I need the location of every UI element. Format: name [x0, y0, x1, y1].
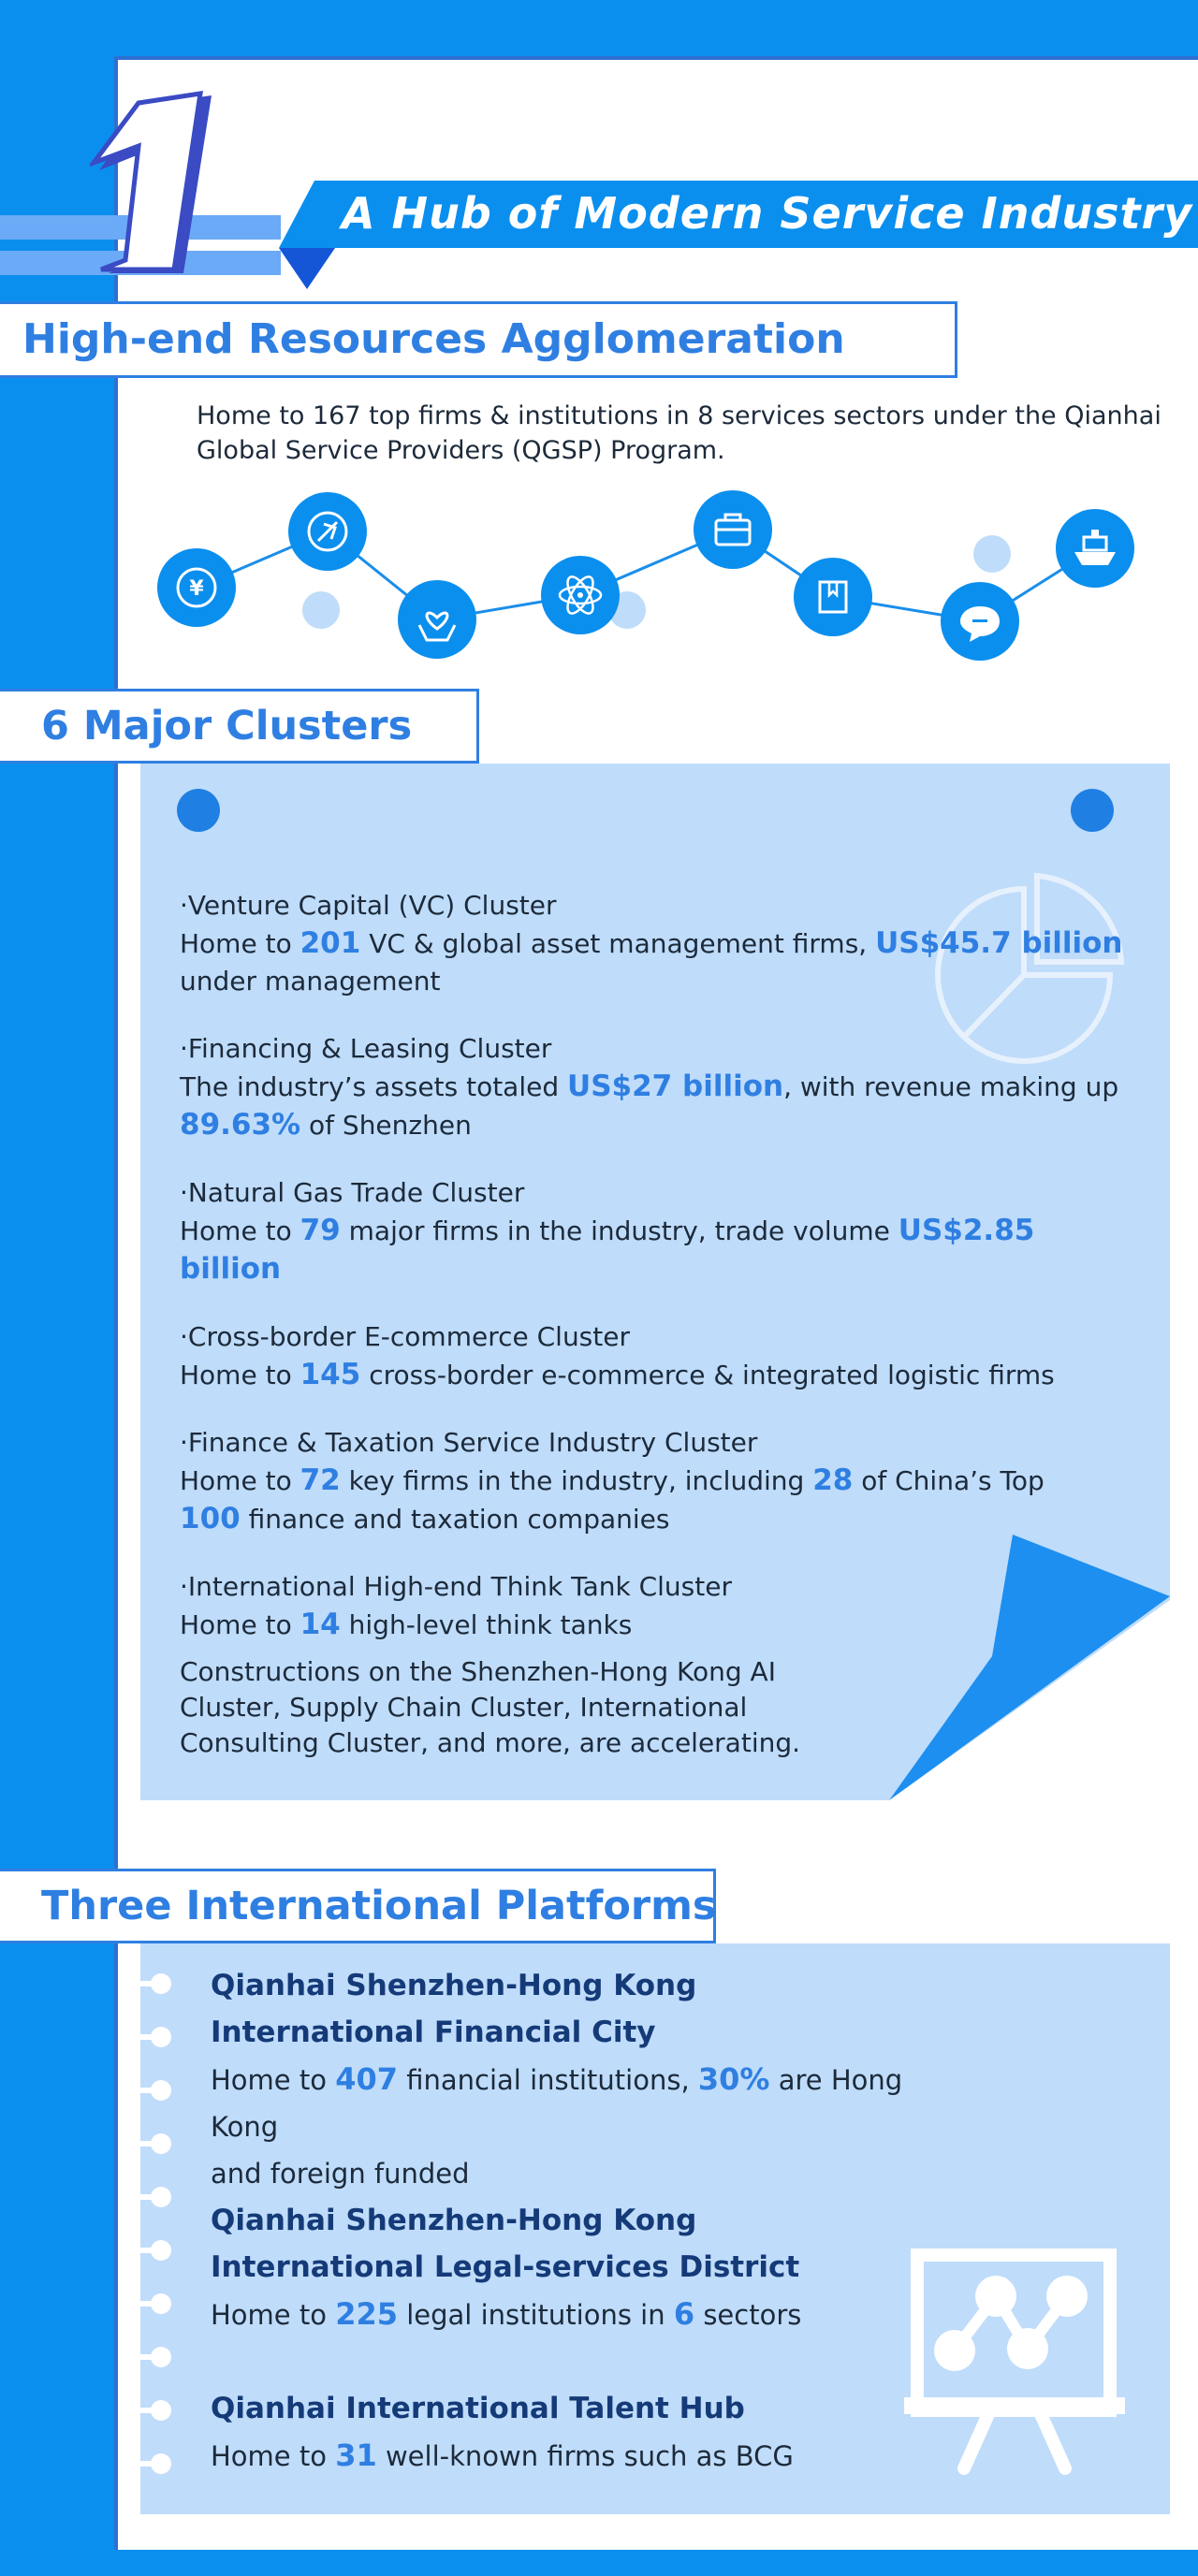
cluster-item [180, 887, 1144, 1000]
atom-icon [541, 556, 620, 634]
platform-title: Qianhai Shenzhen-Hong Kong [211, 2204, 697, 2237]
platform-item [211, 2385, 959, 2480]
cluster-name: ·Natural Gas Trade Cluster [180, 1177, 525, 1208]
heart-hands-icon [398, 580, 476, 659]
cluster-value: US$2.85 billion [180, 1214, 1035, 1286]
cluster-value: 201 [300, 926, 361, 960]
resources-intro: Home to 167 top firms & institutions in 8 services sectors under the Qianhai Global Service Providers (QGSP) Program. [197, 401, 1161, 465]
notebook-rings [140, 1965, 178, 2508]
cluster-value: 145 [300, 1358, 361, 1391]
cluster-text: Home to [180, 1360, 300, 1390]
cluster-name: ·International High-end Think Tank Cluster [180, 1571, 732, 1602]
cluster-text: finance and taxation companies [240, 1504, 670, 1535]
plane-icon [288, 492, 367, 571]
platform-desc: and foreign funded [211, 2158, 470, 2190]
platform-desc [211, 2056, 959, 2150]
cluster-item [180, 1030, 1144, 1144]
panel-dot [1071, 789, 1114, 832]
section-title-resources: High-end Resources Agglomeration [0, 301, 957, 378]
cluster-text: Home to [180, 1465, 300, 1496]
cluster-value: 79 [300, 1214, 341, 1247]
cluster-name: ·Financing & Leasing Cluster [180, 1033, 552, 1064]
platform-desc [211, 2432, 959, 2480]
icon-chain [140, 487, 1170, 674]
platform-desc [211, 2291, 959, 2338]
cluster-item [180, 1174, 1144, 1288]
chat-icon [941, 582, 1019, 661]
platform-title: International Financial City [211, 2016, 656, 2049]
cluster-text: VC & global asset management firms, [360, 928, 876, 959]
cluster-value: US$27 billion [567, 1070, 784, 1103]
book-icon [794, 558, 872, 636]
cluster-item [180, 1568, 1144, 1644]
platform-value: 225 [335, 2296, 398, 2332]
cluster-text: , with revenue making up [783, 1071, 1119, 1102]
clusters-closing-note: Constructions on the Shenzhen-Hong Kong AI Cluster, Supply Chain Cluster, International Consulting Cluster, and more, are accelerating. [180, 1656, 801, 1758]
briefcase-icon [694, 490, 772, 569]
cluster-text: The industry’s assets totaled [180, 1071, 568, 1102]
platform-item [211, 1962, 959, 2197]
number-one-graphic [90, 86, 230, 283]
section-title-clusters: 6 Major Clusters [0, 689, 479, 764]
platform-item [211, 2197, 959, 2338]
platform-value: 30% [697, 2061, 770, 2097]
cluster-item [180, 1424, 1144, 1538]
cluster-text: key firms in the industry, including [340, 1465, 813, 1496]
cluster-name: ·Venture Capital (VC) Cluster [180, 890, 557, 921]
panel-dot [177, 789, 220, 832]
cluster-text: high-level think tanks [340, 1609, 633, 1640]
cluster-text: of Shenzhen [300, 1110, 472, 1141]
platform-title: International Legal-services District [211, 2250, 800, 2284]
platform-text: well-known firms such as BCG [376, 2440, 794, 2472]
platform-title: Qianhai International Talent Hub [211, 2392, 745, 2425]
cluster-name: ·Cross-border E-commerce Cluster [180, 1321, 630, 1352]
cluster-value: US$45.7 billion [875, 926, 1123, 960]
header-title: A Hub of Modern Service Industry [342, 188, 1193, 239]
cluster-text: under management [180, 966, 441, 997]
platform-value: 407 [335, 2061, 398, 2097]
cluster-value: 14 [300, 1608, 341, 1641]
cluster-value: 100 [180, 1502, 241, 1535]
cluster-text: cross-border e-commerce & integrated logistic firms [360, 1360, 1055, 1390]
left-blue-band [0, 0, 112, 2576]
platform-text: Home to [211, 2440, 336, 2472]
svg-text:¥: ¥ [189, 577, 204, 601]
cluster-value: 89.63% [180, 1108, 301, 1142]
cluster-text: Home to [180, 1215, 300, 1246]
platform-title: Qianhai Shenzhen-Hong Kong [211, 1969, 697, 2002]
platform-text: are Hong Kong [211, 2064, 903, 2143]
cluster-name: ·Finance & Taxation Service Industry Cluster [180, 1427, 758, 1458]
platform-text: financial institutions, [398, 2064, 698, 2096]
section-title-platforms: Three International Platforms [0, 1869, 716, 1943]
cluster-text: of China’s Top [853, 1465, 1045, 1496]
cluster-text: Home to [180, 928, 300, 959]
platform-text: Home to [211, 2064, 336, 2096]
cluster-text: Home to [180, 1609, 300, 1640]
platform-text: sectors [694, 2299, 802, 2331]
cluster-item [180, 1318, 1144, 1394]
yuan-icon [157, 548, 236, 627]
platform-text: legal institutions in [398, 2299, 674, 2331]
platform-value: 31 [335, 2438, 377, 2473]
platform-text: Home to [211, 2299, 336, 2331]
clusters-list [180, 887, 1144, 1674]
platform-value: 6 [673, 2296, 695, 2332]
cluster-value: 28 [812, 1463, 854, 1497]
cluster-value: 72 [300, 1463, 341, 1497]
ship-icon [1056, 509, 1134, 588]
cluster-text: major firms in the industry, trade volume [340, 1215, 898, 1246]
